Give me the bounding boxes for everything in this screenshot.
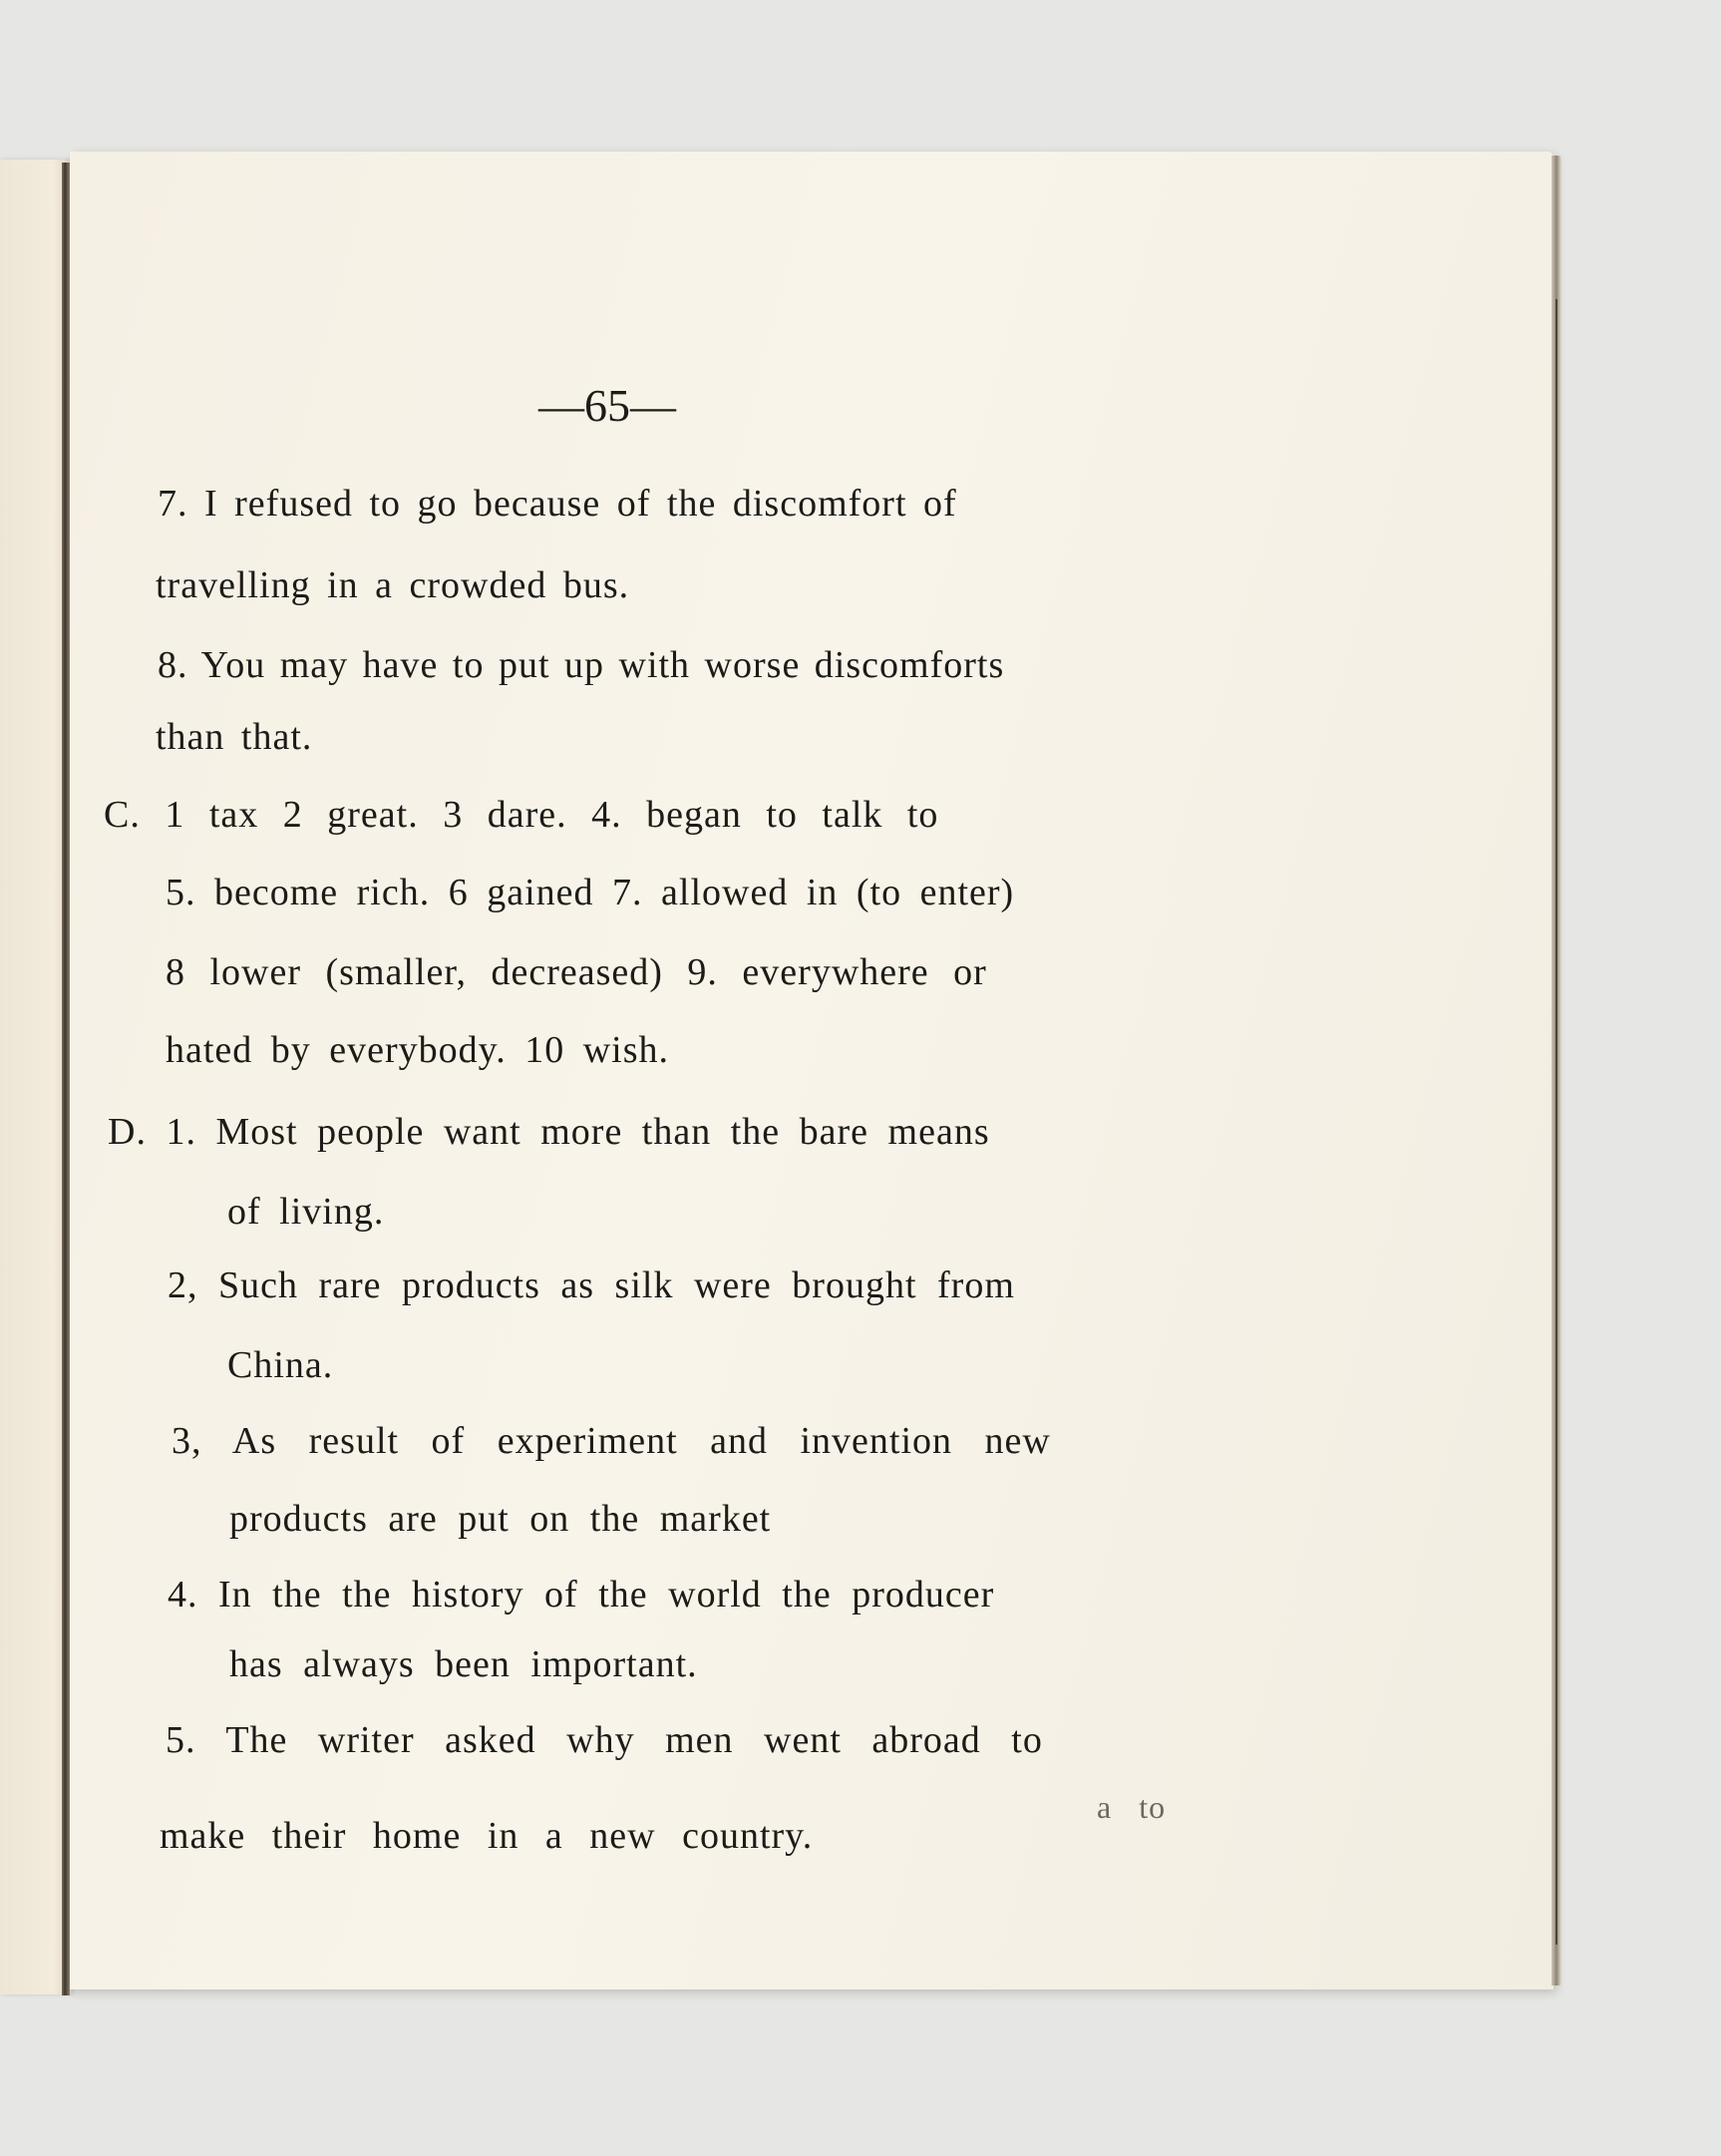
text-line: of living. xyxy=(227,1191,385,1233)
text-line: has always been important. xyxy=(229,1643,698,1685)
page-edge-shadow xyxy=(1555,299,1557,1945)
faint-annotation: a to xyxy=(1097,1789,1167,1825)
text-line: 5. The writer asked why men went abroad to xyxy=(166,1719,1043,1761)
text-line: products are put on the market xyxy=(229,1498,772,1540)
text-line: 8. You may have to put up with worse discomforts xyxy=(158,644,1005,686)
page-number: —65— xyxy=(538,380,676,431)
text-line: China. xyxy=(227,1344,334,1386)
text-line: 5. become rich. 6 gained 7. allowed in (to enter) xyxy=(166,872,1015,913)
text-line: hated by everybody. 10 wish. xyxy=(166,1029,669,1071)
section-d-line: D. 1. Most people want more than the bare means xyxy=(108,1111,990,1153)
text-line: 4. In the the history of the world the producer xyxy=(168,1574,995,1616)
text-line: 2, Such rare products as silk were brought from xyxy=(168,1264,1015,1306)
text-line: 3, As result of experiment and invention new xyxy=(172,1420,1051,1462)
text-line: make their home in a new country. xyxy=(160,1815,814,1857)
section-c-line: C. 1 tax 2 great. 3 dare. 4. began to talk to xyxy=(104,794,939,836)
text-line: travelling in a crowded bus. xyxy=(156,564,630,606)
text-line: 7. I refused to go because of the discomfort of xyxy=(158,483,957,525)
text-line: than that. xyxy=(156,716,313,758)
book-spine xyxy=(62,163,70,1995)
text-line: 8 lower (smaller, decreased) 9. everywhere or xyxy=(166,951,987,993)
